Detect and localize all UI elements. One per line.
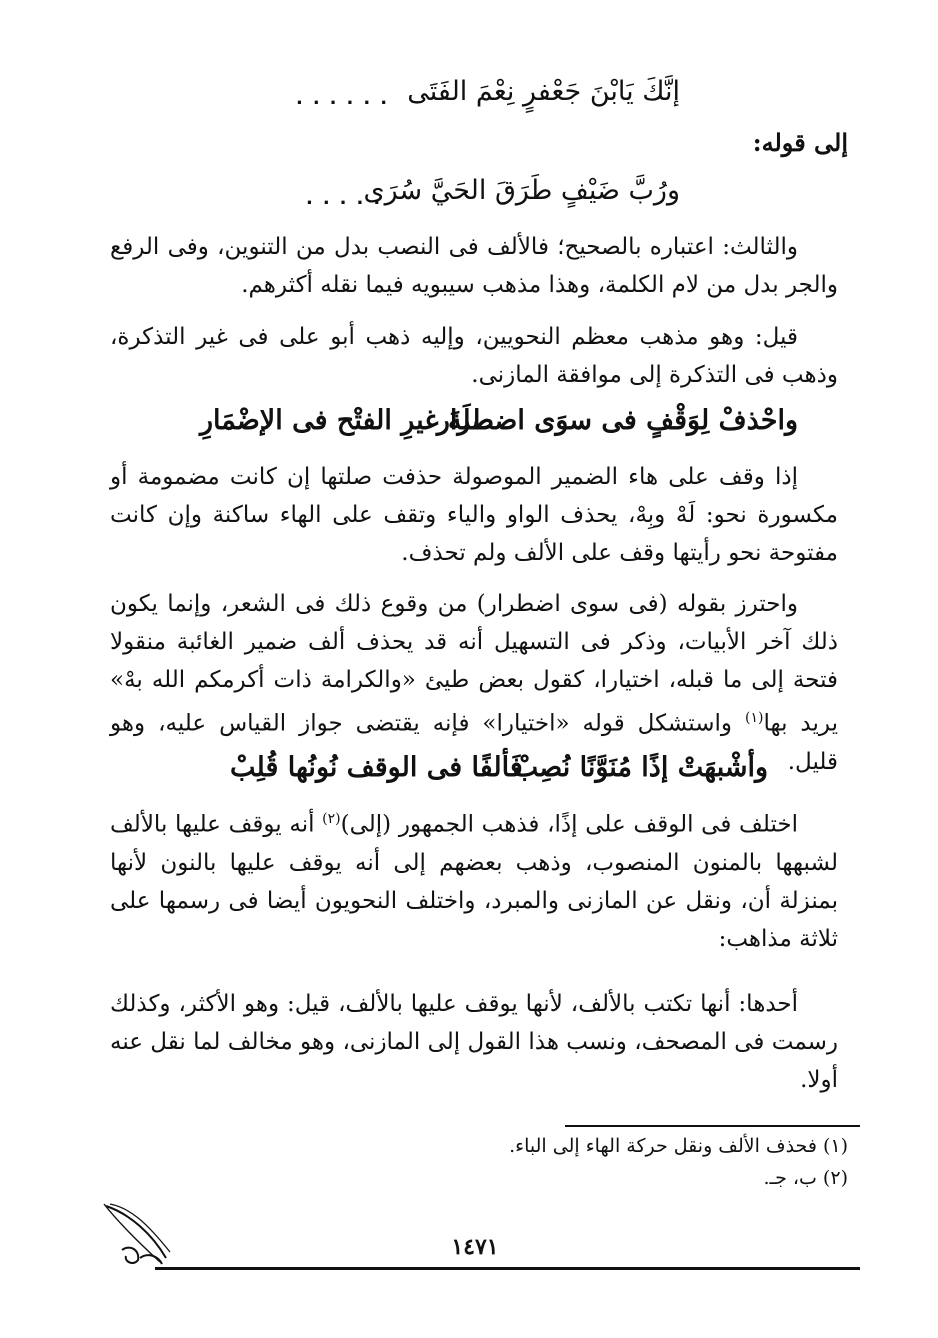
alfiyya-verse-2-first-hemistich: وأشْبهَتْ إذًا مُنَوَّنًا نُصِبْ — [512, 752, 768, 783]
verse-line-1: إنَّكَ يَابْنَ جَعْفرٍ نِعْمَ الفَتَى — [407, 76, 680, 107]
paragraph-ikhtalafa — [110, 800, 838, 958]
paragraph-ihtaraza-text-2: واستشكل قوله «اختيارا» فإنه يقتضى جواز القياس عليه، وهو قليل. — [110, 710, 838, 775]
alfiyya-verse-1 — [110, 405, 838, 445]
footnote-ref-2[interactable]: (٢) — [322, 811, 341, 827]
quill-ornament-icon — [100, 1200, 180, 1270]
footer-rule — [155, 1267, 860, 1270]
footnote-1: (١) فحذف الألف ونقل حركة الهاء إلى الباء. — [509, 1135, 848, 1157]
paragraph-ikhtalafa-text-1: اختلف فى الوقف على إذًا، فذهب الجمهور (إلى) — [340, 811, 799, 838]
verse-1-ellipsis: ...... — [296, 88, 398, 109]
alfiyya-verse-2 — [110, 752, 838, 792]
paragraph-ihtaraza-text-1: واحترز بقوله (فى سوى اضطرار) من وقوع ذلك فى الشعر، وإنما يكون ذلك آخر الأبيات، وذكر فى التسهيل أنه قد يحذف ألف ضمير الغائبة منقولا فتحة إلى ما قبله، اختيارا، كقول بعض طيئ «والكرامة ذات أكرمكم الله بهْ» يريد بها — [110, 591, 838, 737]
footnote-separator — [565, 1125, 860, 1127]
footnote-2: (٢) ب، جـ. — [763, 1167, 848, 1189]
paragraph-haa-damir: إذا وقف على هاء الضمير الموصولة حذفت صلتها إن كانت مضمومة أو مكسورة نحو: لَهْ وبِهْ، يحذف الواو والياء وتقف على الهاء ساكنة وإن كانت مفتوحة نحو رأيتها وقف على الألف ولم تحذف. — [110, 464, 838, 566]
paragraph-ikhtalafa-text-2: أنه يوقف عليها بالألف لشبهها بالمنون المنصوب، وذهب بعضهم إلى أنه يوقف عليها بالنون لأنها بمنزلة أن، ونقل عن المازنى والمبرد، واختلف النحويون أيضا فى رسمها على ثلاثة مذاهب: — [110, 811, 838, 952]
paragraph-qila: قيل: وهو مذهب معظم النحويين، وإليه ذهب أبو على فى غير التذكرة، وذهب فى التذكرة إلى موافقة المازنى. — [110, 324, 838, 388]
verse-2-ellipsis: ..... — [306, 188, 391, 209]
alfiyya-verse-1-second-hemistich: صلَةَ غيرِ الفتْح فى الإضْمَارِ — [200, 405, 495, 436]
footnote-ref-1[interactable]: (١) — [744, 710, 764, 726]
ila-qawlih-label: إلى قوله: — [752, 128, 848, 157]
alfiyya-verse-1-first-hemistich: واحْذفْ لِوَقْفٍ فى سوَى اضطرار — [436, 405, 798, 436]
page-number: ١٤٧١ — [451, 1234, 499, 1260]
paragraph-third-opinion: والثالث: اعتباره بالصحيح؛ فالألف فى النصب بدل من التنوين، وفى الرفع والجر بدل من لام الكلمة، وهذا مذهب سيبويه فيما نقله أكثرهم. — [110, 234, 838, 298]
paragraph-ahaduha: أحدها: أنها تكتب بالألف، لأنها يوقف عليها بالألف، قيل: وهو الأكثر، وكذلك رسمت فى المصحف، ونسب هذا القول إلى المازنى، وهو مخالف لما نقل عنه أولا. — [110, 991, 838, 1093]
alfiyya-verse-2-second-hemistich: فَألفًا فى الوقف نُونُها قُلِبْ — [230, 752, 523, 783]
verse-line-2: ورُبَّ ضَيْفٍ طَرَقَ الحَيَّ سُرَى — [363, 175, 680, 206]
